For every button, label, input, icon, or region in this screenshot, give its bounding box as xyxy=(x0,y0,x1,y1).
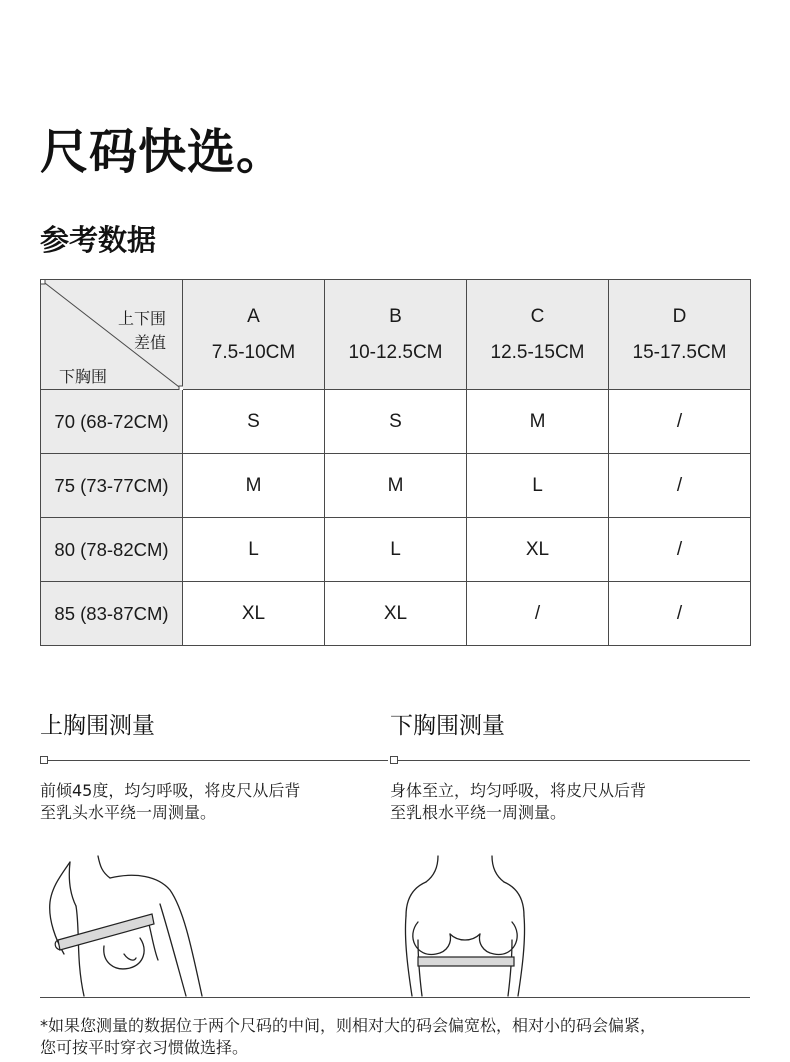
upper-bust-measure-illustration-icon xyxy=(40,850,230,998)
row-label: 80 (78-82CM) xyxy=(41,518,183,582)
corner-label-underbust: 下胸围 xyxy=(59,367,108,386)
size-cell: / xyxy=(609,518,751,582)
cup-letter: A xyxy=(247,305,260,327)
size-cell: M xyxy=(183,454,325,518)
cup-range: 12.5-15CM xyxy=(490,341,585,363)
size-cell: M xyxy=(467,390,609,454)
table-row xyxy=(41,390,751,454)
footnote-line: *如果您测量的数据位于两个尺码的中间，则相对大的码会偏宽松，相对小的码会偏紧， xyxy=(40,1016,657,1035)
corner-label-difference-2: 差值 xyxy=(133,333,166,352)
desc-line: 至乳根水平绕一周测量。 xyxy=(390,803,567,822)
desc-line: 前倾45度，均匀呼吸，将皮尺从后背 xyxy=(40,781,301,800)
divider-dot-icon xyxy=(390,756,398,764)
table-row xyxy=(41,582,751,646)
row-label: 70 (68-72CM) xyxy=(41,390,183,454)
upper-bust-title: 上胸围测量 xyxy=(40,713,155,739)
table-row xyxy=(41,454,751,518)
size-cell: L xyxy=(467,454,609,518)
under-bust-title: 下胸围测量 xyxy=(390,713,505,739)
column-header-c xyxy=(467,280,609,390)
cup-letter: B xyxy=(389,305,402,327)
cup-range: 10-12.5CM xyxy=(348,341,443,363)
size-cell: M xyxy=(325,454,467,518)
row-label: 85 (83-87CM) xyxy=(41,582,183,646)
row-label: 75 (73-77CM) xyxy=(41,454,183,518)
column-header-a xyxy=(183,280,325,390)
divider-dot-icon xyxy=(40,756,48,764)
size-cell: / xyxy=(609,454,751,518)
cup-range: 15-17.5CM xyxy=(632,341,727,363)
under-bust-description xyxy=(390,780,730,824)
section-subtitle: 参考数据 xyxy=(40,223,157,257)
cup-letter: C xyxy=(530,305,545,327)
upper-bust-divider xyxy=(44,760,388,761)
size-footnote xyxy=(40,1015,760,1059)
size-cell: XL xyxy=(467,518,609,582)
page-title: 尺码快选。 xyxy=(40,124,286,180)
size-cell: / xyxy=(467,582,609,646)
footnote-line: 您可按平时穿衣习惯做选择。 xyxy=(40,1038,249,1057)
footer-divider xyxy=(40,997,750,998)
size-cell: L xyxy=(183,518,325,582)
size-chart-table xyxy=(40,279,751,646)
table-row xyxy=(41,518,751,582)
size-cell: S xyxy=(183,390,325,454)
cup-range: 7.5-10CM xyxy=(211,341,296,363)
size-cell: / xyxy=(609,582,751,646)
corner-label-difference-1: 上下围 xyxy=(117,309,166,328)
size-cell: / xyxy=(609,390,751,454)
size-cell: XL xyxy=(325,582,467,646)
size-cell: XL xyxy=(183,582,325,646)
under-bust-measure-illustration-icon xyxy=(396,850,556,998)
upper-bust-description xyxy=(40,780,380,824)
table-header-row xyxy=(41,280,751,390)
size-cell: S xyxy=(325,390,467,454)
desc-line: 至乳头水平绕一周测量。 xyxy=(40,803,217,822)
under-bust-divider xyxy=(394,760,750,761)
cup-letter: D xyxy=(672,305,687,327)
column-header-d xyxy=(609,280,751,390)
column-header-b xyxy=(325,280,467,390)
table-corner-cell xyxy=(41,280,183,390)
size-cell: L xyxy=(325,518,467,582)
desc-line: 身体至立，均匀呼吸，将皮尺从后背 xyxy=(390,781,647,800)
